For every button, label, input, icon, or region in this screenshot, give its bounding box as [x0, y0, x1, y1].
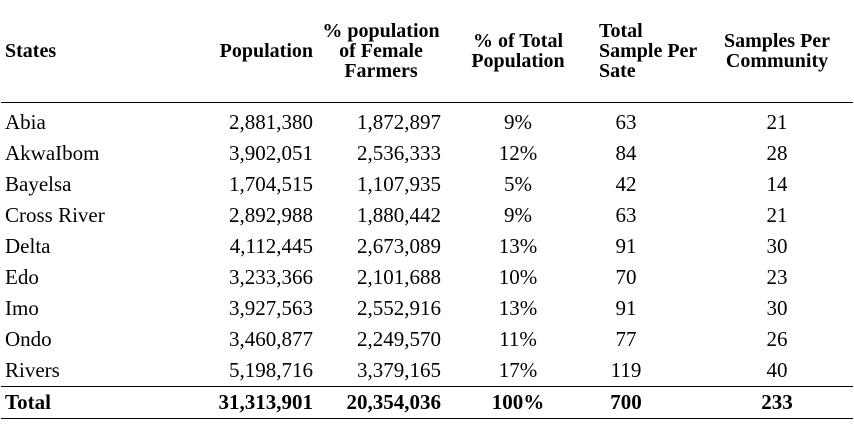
total-pct: 100%	[449, 387, 587, 419]
cell-community: 40	[766, 358, 788, 382]
cell-female: 1,872,897	[357, 110, 441, 134]
cell-population: 3,460,877	[229, 327, 313, 351]
cell-pct: 9%	[504, 110, 532, 134]
cell-community: 21	[766, 110, 788, 134]
cell-state: Rivers	[5, 358, 60, 382]
table-row	[1, 138, 853, 169]
cell-sample: 91	[615, 234, 637, 258]
cell-pct: 17%	[498, 358, 538, 382]
cell-community: 23	[766, 265, 788, 289]
cell-sample: 70	[615, 265, 637, 289]
header-population: Population	[191, 0, 313, 103]
cell-state: Bayelsa	[5, 172, 72, 196]
cell-population: 3,233,366	[229, 265, 313, 289]
table-row	[1, 262, 853, 293]
cell-population: 2,881,380	[229, 110, 313, 134]
cell-sample: 42	[615, 172, 637, 196]
cell-population: 3,902,051	[229, 141, 313, 165]
header-samples-per-community: Samples Per Community	[701, 0, 853, 103]
cell-community: 21	[766, 203, 788, 227]
total-population: 31,313,901	[191, 387, 313, 419]
header-pct-total: % of Total Population	[449, 0, 587, 103]
cell-state: AkwaIbom	[5, 141, 100, 165]
cell-population: 2,892,988	[229, 203, 313, 227]
cell-pct: 13%	[498, 234, 538, 258]
population-sample-table	[1, 0, 853, 419]
cell-female: 1,880,442	[357, 203, 441, 227]
cell-pct: 5%	[504, 172, 532, 196]
cell-female: 2,101,688	[357, 265, 441, 289]
total-sample: 700	[587, 387, 701, 419]
cell-community: 28	[766, 141, 788, 165]
table-row	[1, 169, 853, 200]
total-label: Total	[1, 387, 191, 419]
total-row	[1, 387, 853, 419]
cell-pct: 10%	[498, 265, 538, 289]
cell-sample: 63	[615, 203, 637, 227]
cell-female: 1,107,935	[357, 172, 441, 196]
cell-population: 4,112,445	[229, 234, 313, 258]
cell-community: 30	[766, 234, 788, 258]
total-community: 233	[701, 387, 853, 419]
cell-female: 3,379,165	[357, 358, 441, 382]
table-row	[1, 103, 853, 139]
cell-pct: 12%	[498, 141, 538, 165]
header-female-farmers: % population of Female Farmers	[313, 0, 449, 103]
cell-female: 2,536,333	[357, 141, 441, 165]
cell-sample: 119	[610, 358, 642, 382]
table-row	[1, 200, 853, 231]
cell-female: 2,673,089	[357, 234, 441, 258]
cell-population: 5,198,716	[229, 358, 313, 382]
cell-population: 1,704,515	[229, 172, 313, 196]
cell-community: 14	[766, 172, 788, 196]
cell-sample: 91	[615, 296, 637, 320]
cell-pct: 9%	[504, 203, 532, 227]
table-row	[1, 324, 853, 355]
table-row	[1, 355, 853, 387]
cell-community: 30	[766, 296, 788, 320]
cell-community: 26	[766, 327, 788, 351]
cell-sample: 77	[615, 327, 637, 351]
table-row	[1, 293, 853, 324]
cell-female: 2,552,916	[357, 296, 441, 320]
cell-state: Imo	[5, 296, 39, 320]
header-row	[1, 0, 853, 103]
cell-pct: 11%	[499, 327, 537, 351]
table-row	[1, 231, 853, 262]
header-states: States	[1, 0, 191, 103]
header-total-sample: Total Sample Per Sate	[587, 0, 701, 103]
cell-sample: 63	[615, 110, 637, 134]
cell-state: Cross River	[5, 203, 105, 227]
cell-population: 3,927,563	[229, 296, 313, 320]
cell-female: 2,249,570	[357, 327, 441, 351]
cell-state: Edo	[5, 265, 39, 289]
total-female: 20,354,036	[313, 387, 449, 419]
cell-sample: 84	[615, 141, 637, 165]
cell-state: Delta	[5, 234, 51, 258]
cell-pct: 13%	[498, 296, 538, 320]
cell-state: Abia	[5, 110, 46, 134]
cell-state: Ondo	[5, 327, 52, 351]
